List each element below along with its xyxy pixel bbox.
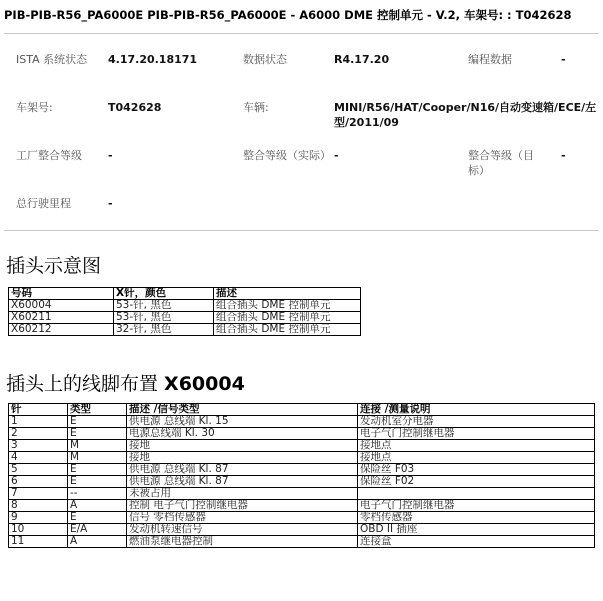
table-cell: 供电源 总线端 Kl. 15 — [127, 416, 358, 428]
table-cell: 控制 电子气门控制继电器 — [127, 500, 358, 512]
table-cell: 组合插头 DME 控制单元 — [214, 300, 361, 312]
table-cell: 零档传感器 — [358, 512, 595, 524]
info-label: 车辆: — [243, 101, 269, 114]
info-value: - — [108, 149, 113, 162]
info-row-mileage — [16, 196, 603, 244]
table-header-row — [9, 404, 595, 416]
table-cell: -- — [68, 488, 127, 500]
table-cell: 接地 — [127, 440, 358, 452]
info-label: 总行驶里程 — [16, 197, 71, 210]
table-cell: E — [68, 476, 127, 488]
table-cell: A — [68, 500, 127, 512]
table-row — [9, 324, 361, 336]
column-header: X针，颜色 — [114, 288, 214, 300]
table-row — [9, 300, 361, 312]
table-cell: 电子气门控制继电器 — [358, 500, 595, 512]
table-cell: 53-针, 黑色 — [114, 312, 214, 324]
table-cell: 32-针, 黑色 — [114, 324, 214, 336]
section-title-pin-assignment — [6, 369, 245, 396]
info-label: 车架号: — [16, 101, 53, 114]
info-label: 工厂整合等级 — [16, 149, 82, 162]
page-header: PIB-PIB-R56_PA6000E PIB-PIB-R56_PA6000E - A6000 DME 控制单元 - V.2, 车架号: : T042628 — [4, 8, 572, 22]
info-grid — [16, 52, 603, 244]
table-cell: 3 — [9, 440, 68, 452]
table-cell: M — [68, 440, 127, 452]
table-cell: 电子气门控制继电器 — [358, 428, 595, 440]
table-cell: 接地点 — [358, 440, 595, 452]
table-cell: 11 — [9, 536, 68, 548]
header-divider — [4, 33, 599, 34]
table-cell: OBD II 插座 — [358, 524, 595, 536]
section-title-text: 插头上的线脚布置 — [6, 373, 165, 395]
table-row — [9, 440, 595, 452]
table-cell: 10 — [9, 524, 68, 536]
table-cell: 53-针, 黑色 — [114, 300, 214, 312]
table-row — [9, 500, 595, 512]
table-cell: 供电源 总线端 Kl. 87 — [127, 476, 358, 488]
table-cell: 7 — [9, 488, 68, 500]
table-cell: 1 — [9, 416, 68, 428]
table-cell: X60212 — [9, 324, 114, 336]
table-cell: E — [68, 512, 127, 524]
table-cell: 接地 — [127, 452, 358, 464]
info-label: 编程数据 — [468, 53, 512, 66]
table-cell: 接地点 — [358, 452, 595, 464]
table-row — [9, 524, 595, 536]
section-title-connector-views: 插头示意图 — [6, 255, 102, 277]
table-cell: 信号 零档传感器 — [127, 512, 358, 524]
info-value: MINI/R56/HAT/Cooper/N16/自动变速箱/ECE/左型/2011/09 — [334, 101, 597, 129]
table-cell: E — [68, 464, 127, 476]
table-cell: A — [68, 536, 127, 548]
table-cell: E — [68, 416, 127, 428]
table-cell: 组合插头 DME 控制单元 — [214, 324, 361, 336]
table-row — [9, 512, 595, 524]
column-header: 号码 — [9, 288, 114, 300]
table-row — [9, 428, 595, 440]
table-row — [9, 464, 595, 476]
table-cell: 未被占用 — [127, 488, 358, 500]
table-cell: 连接盒 — [358, 536, 595, 548]
table-cell: 组合插头 DME 控制单元 — [214, 312, 361, 324]
table-row — [9, 476, 595, 488]
table-cell: 电源总线端 Kl. 30 — [127, 428, 358, 440]
table-cell: 8 — [9, 500, 68, 512]
column-header: 针 — [9, 404, 68, 416]
table-cell: 保险丝 F03 — [358, 464, 595, 476]
info-value: R4.17.20 — [334, 53, 390, 66]
connector-id: X60004 — [164, 373, 245, 395]
table-cell: 发动机转速信号 — [127, 524, 358, 536]
table-cell: 4 — [9, 452, 68, 464]
info-value: - — [561, 149, 566, 162]
table-cell: 发动机室分电器 — [358, 416, 595, 428]
table-cell: X60211 — [9, 312, 114, 324]
info-label: 整合等级（目标） — [468, 149, 534, 177]
table-row — [9, 536, 595, 548]
info-value: - — [108, 197, 113, 210]
table-cell: 供电源 总线端 Kl. 87 — [127, 464, 358, 476]
table-cell: X60004 — [9, 300, 114, 312]
pin-assignment-table — [8, 403, 595, 548]
info-label: 整合等级（实际） — [243, 149, 331, 162]
table-row — [9, 416, 595, 428]
column-header: 描述 /信号类型 — [127, 404, 358, 416]
connector-table — [8, 287, 361, 336]
info-value: 4.17.20.18171 — [108, 53, 198, 66]
table-cell: M — [68, 452, 127, 464]
table-cell: 2 — [9, 428, 68, 440]
table-cell: 6 — [9, 476, 68, 488]
column-header: 描述 — [214, 288, 361, 300]
table-row — [9, 452, 595, 464]
table-cell: E/A — [68, 524, 127, 536]
table-row — [9, 312, 361, 324]
column-header: 类型 — [68, 404, 127, 416]
info-value: - — [561, 53, 566, 66]
table-cell: 保险丝 F02 — [358, 476, 595, 488]
table-row — [9, 488, 595, 500]
info-value: T042628 — [108, 101, 162, 114]
table-header-row — [9, 288, 361, 300]
info-label: ISTA 系统状态 — [16, 53, 88, 66]
info-row-vehicle — [16, 100, 603, 148]
info-label: 数据状态 — [243, 53, 287, 66]
info-row-integration — [16, 148, 603, 196]
table-cell: 燃油泵继电器控制 — [127, 536, 358, 548]
info-value: - — [334, 149, 339, 162]
column-header: 连接 /测量说明 — [358, 404, 595, 416]
info-row-ista — [16, 52, 603, 100]
table-cell: 5 — [9, 464, 68, 476]
table-cell: 9 — [9, 512, 68, 524]
info-divider — [4, 230, 599, 231]
table-cell: E — [68, 428, 127, 440]
table-cell — [358, 488, 595, 500]
